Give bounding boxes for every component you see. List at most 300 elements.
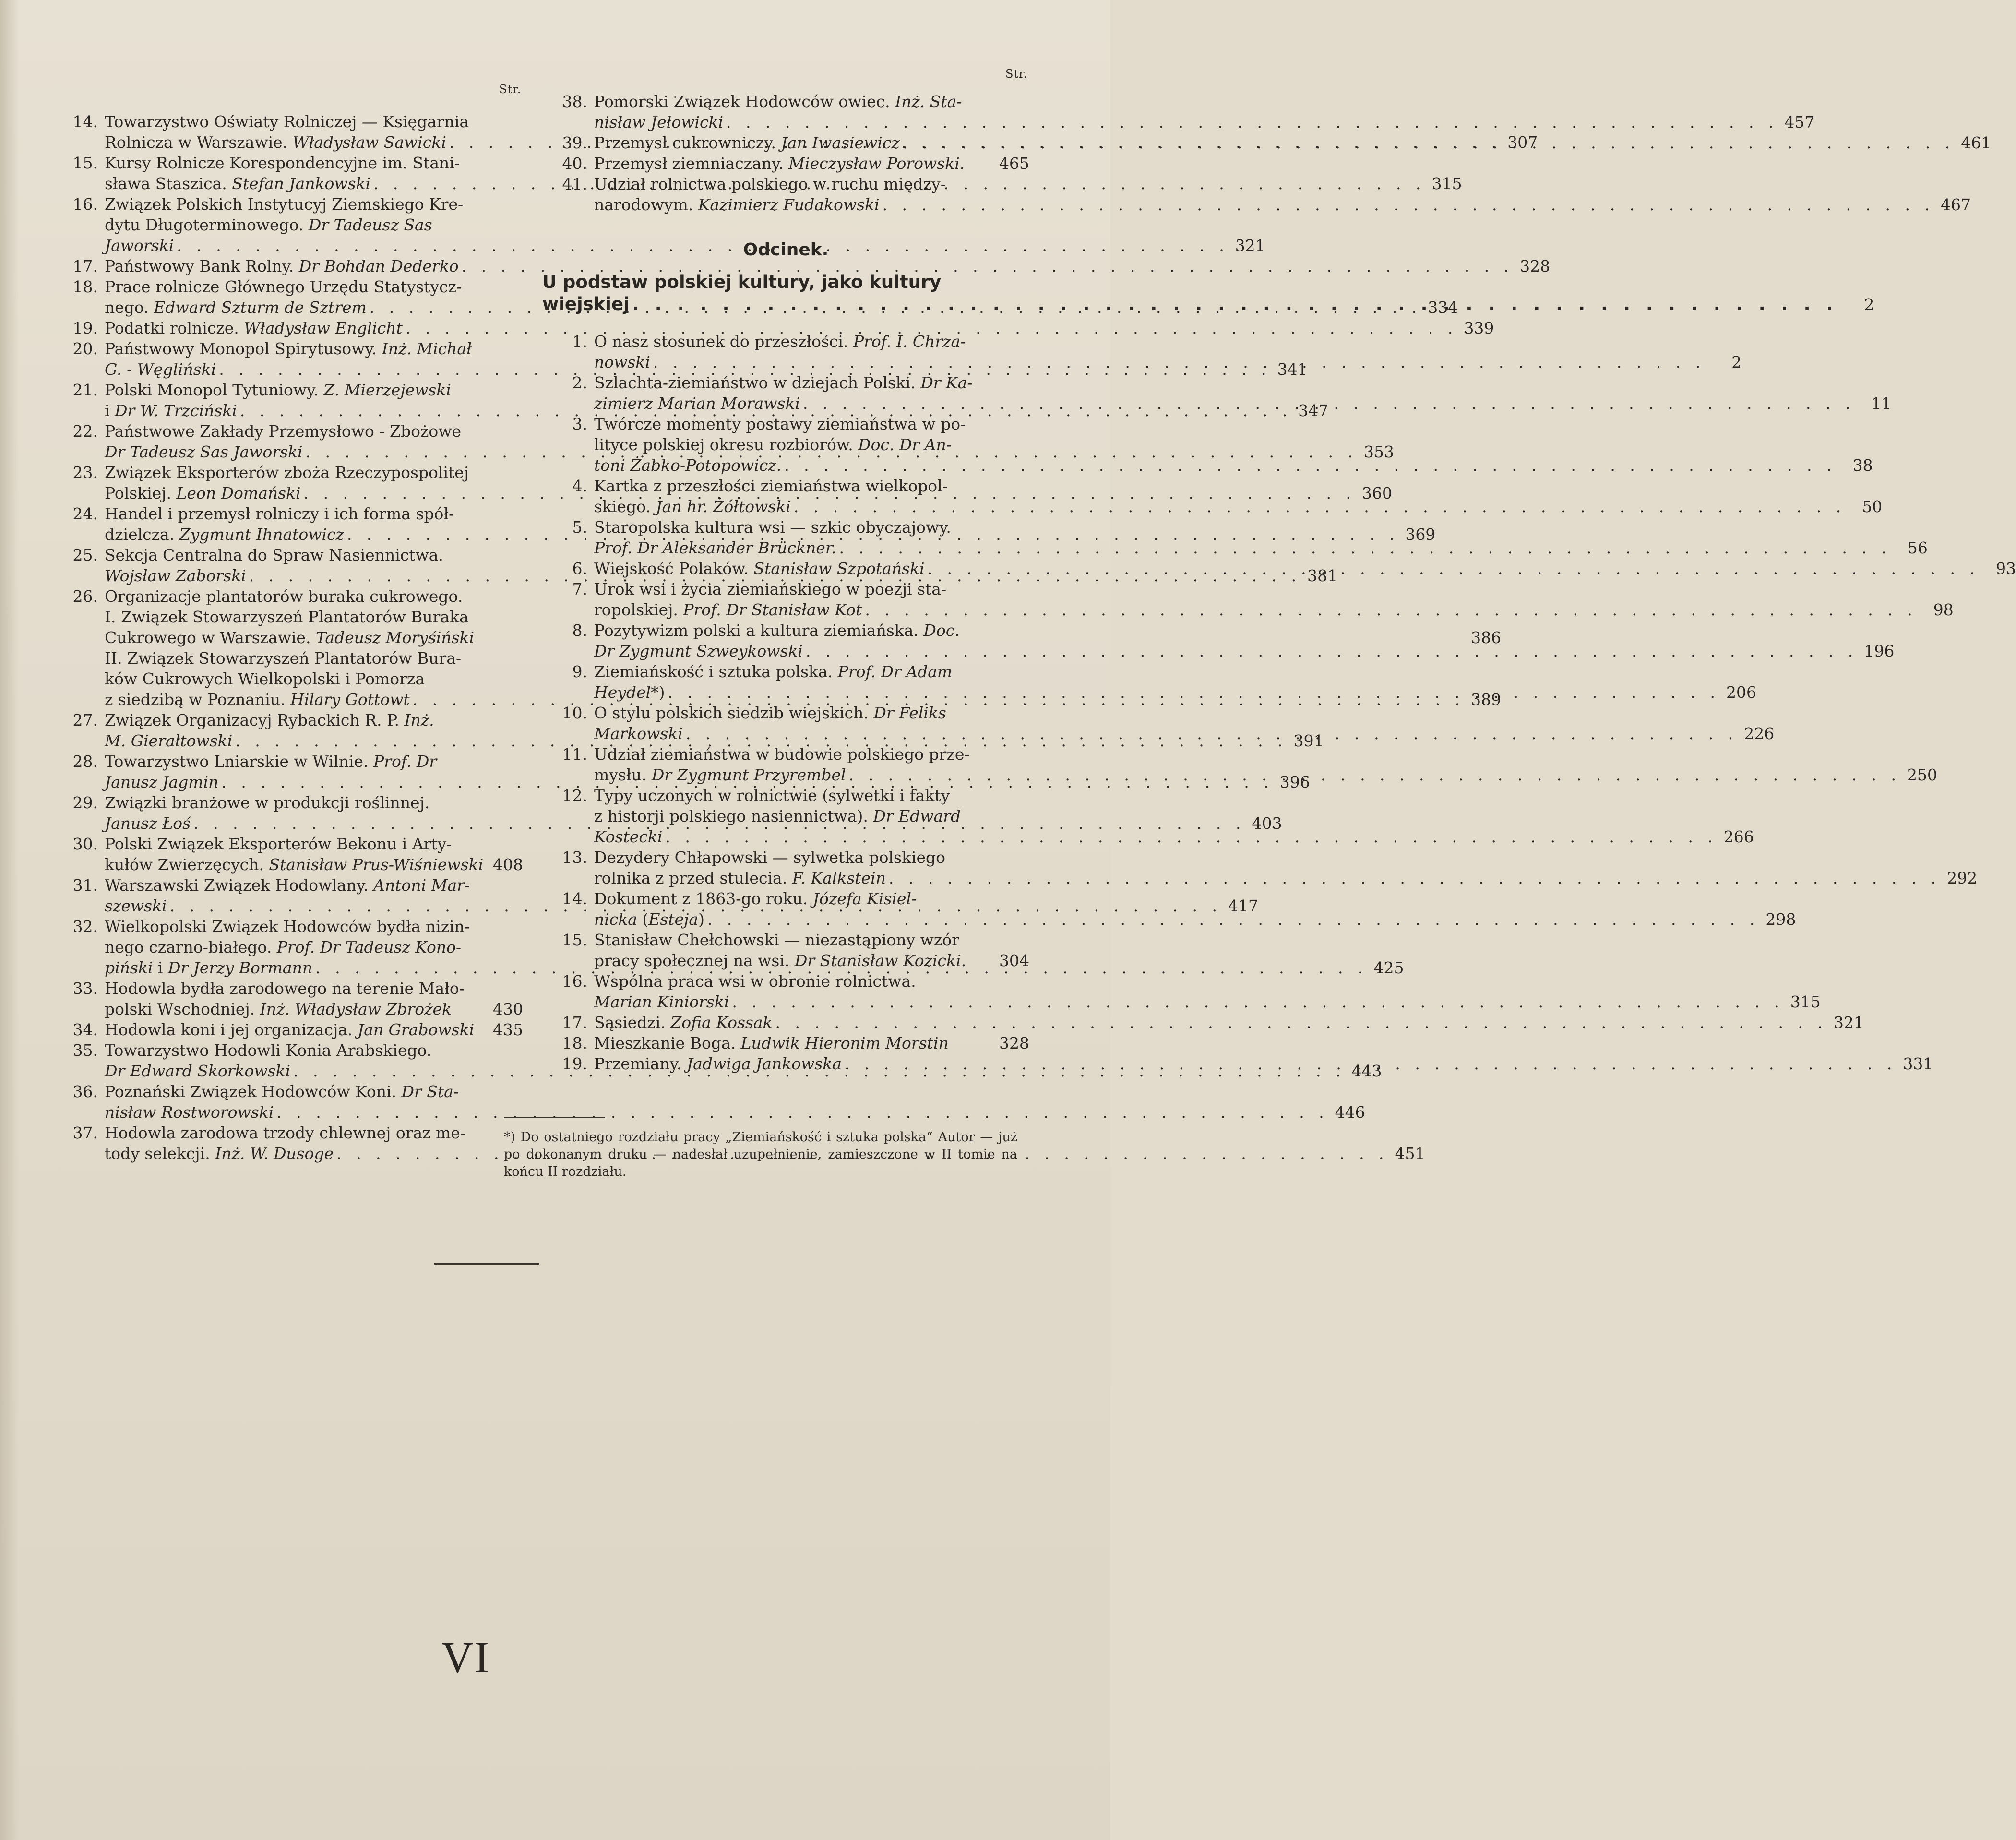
entry-title: dytu Długoterminowego.	[105, 215, 309, 234]
entry-number: 30.	[72, 835, 98, 853]
leader-dots	[665, 826, 1717, 847]
entry-number: 40.	[562, 154, 587, 173]
entry-text	[594, 112, 723, 132]
entry-page-number: 334	[1428, 298, 1458, 317]
entry-number: 15.	[562, 931, 587, 949]
entry-line	[594, 434, 1873, 455]
toc-entry	[542, 930, 1029, 971]
entry-title-tail: )	[698, 910, 704, 929]
entry-title: Towarzystwo Lniarskie w Wilnie.	[105, 752, 374, 771]
entry-text	[594, 703, 946, 723]
entry-title: i	[105, 401, 115, 420]
entry-line	[594, 682, 1756, 703]
entry-text	[105, 400, 237, 421]
entry-author: toni Żabko-Potopowicz.	[594, 456, 782, 475]
entry-author: zimierz Marian Morawski	[594, 394, 800, 413]
entry-page-number: 328	[1520, 257, 1551, 275]
entry-number: 9.	[572, 662, 587, 681]
entry-author: Tadeusz Moryśiński	[315, 628, 475, 647]
entry-text	[105, 483, 301, 503]
entry-title: Pomorski Związek Hodowców owiec.	[594, 92, 895, 111]
entry-author: Leon Domański	[176, 484, 301, 502]
entry-title: Stanisław Chełchowski — niezastąpiony wzór	[594, 931, 959, 949]
entry-page-number: 446	[1335, 1103, 1365, 1122]
entry-text	[594, 971, 916, 992]
entry-author: Doc.	[923, 621, 960, 640]
entry-line	[594, 1053, 1933, 1074]
entry-body	[594, 153, 1029, 174]
entry-body	[594, 476, 1882, 517]
entry-title: ropolskiej.	[594, 600, 683, 619]
entry-title: Przemysł ziemniaczany.	[594, 154, 789, 173]
entry-number: 14.	[562, 889, 587, 908]
entry-author: Dr Sta-	[401, 1082, 459, 1101]
entry-author: Jan Iwasiewicz	[781, 133, 900, 152]
entry-line	[105, 999, 523, 1019]
entry-title: pracy społecznej na wsi.	[594, 951, 795, 970]
entry-page-number: 465	[999, 154, 1029, 173]
leader-dots	[845, 1053, 1897, 1074]
entry-number: 31.	[72, 876, 98, 895]
entry-number: 22.	[72, 422, 98, 441]
leader-dots	[707, 909, 1759, 930]
entry-line	[594, 1012, 1864, 1033]
leader-dots	[794, 496, 1846, 517]
entry-text	[594, 744, 970, 765]
footnote-rule	[504, 1117, 605, 1118]
entry-title: Przemiany.	[594, 1054, 687, 1073]
entry-title: nego czarno-białego.	[105, 938, 277, 956]
entry-author: Inż. Władysław Zbrożek	[260, 1000, 452, 1018]
entry-number: 13.	[562, 848, 587, 867]
entry-body	[594, 744, 1937, 785]
entry-line	[594, 455, 1873, 476]
leader-dots	[839, 538, 1891, 558]
entry-line	[105, 854, 523, 875]
entry-author-extra: Dr Jerzy Bormann	[167, 958, 313, 977]
entry-text	[105, 792, 429, 813]
toc-entry	[542, 153, 1029, 174]
entry-author: Zygmunt Ihnatowicz	[179, 525, 344, 544]
entry-number: 16.	[72, 195, 98, 214]
entry-number: 20.	[72, 339, 98, 358]
entry-text	[594, 1012, 773, 1033]
entry-title: nego.	[105, 298, 154, 317]
toc-entry	[53, 1019, 523, 1040]
page-shadow	[0, 0, 19, 1840]
entry-body	[594, 132, 1991, 153]
entry-author: Inż. W. Dusoge	[215, 1144, 334, 1163]
entry-line	[594, 91, 1814, 112]
toc-entry	[542, 847, 1978, 888]
entry-text	[105, 937, 461, 957]
entry-title: polski Wschodniej.	[105, 1000, 260, 1018]
entry-line	[594, 847, 1977, 868]
entry-text	[105, 380, 451, 400]
entry-page-number: 226	[1744, 724, 1775, 743]
entry-title: Udział ziemiaństwa w budowie polskiego prze-	[594, 745, 970, 764]
entry-page-number: 38	[1852, 456, 1873, 475]
entry-number: 34.	[72, 1020, 98, 1039]
entry-body	[594, 1012, 1864, 1033]
entry-text	[594, 785, 950, 806]
entry-author: Ludwik Hieronim Morstin	[740, 1034, 949, 1052]
entry-body	[594, 579, 1954, 620]
entry-text	[105, 689, 410, 710]
entry-title: Dokument z 1863-go roku.	[594, 889, 813, 908]
entry-text	[594, 331, 966, 352]
entry-page-number: 381	[1307, 566, 1338, 585]
entry-page-number: 353	[1363, 442, 1394, 461]
entry-page-number: 50	[1862, 497, 1883, 516]
entry-author: Dr Tadeusz Sas	[308, 215, 432, 234]
entry-page-number: 93	[1995, 559, 2016, 578]
leader-dots	[726, 112, 1778, 132]
entry-text	[105, 834, 452, 854]
entry-number: 21.	[72, 381, 98, 399]
leader-dots	[889, 868, 1941, 888]
entry-line	[594, 765, 1937, 785]
section-title-text-1: U podstaw polskiej kultury, jako kultury	[542, 272, 942, 292]
entry-text	[105, 132, 446, 153]
entry-line	[594, 112, 1814, 132]
entry-line	[594, 558, 2016, 579]
entry-author: Dr Zygmunt Szweykowski	[594, 642, 803, 660]
entry-number: 11.	[562, 745, 587, 764]
entry-text	[105, 297, 367, 318]
entry-body	[594, 1053, 1933, 1074]
entry-line	[594, 579, 1954, 599]
entry-title: O stylu polskich siedzib wiejskich.	[594, 704, 874, 722]
entry-title: Państwowy Monopol Spirytusowy.	[105, 339, 382, 358]
entry-title: Urok wsi i życia ziemiańskiego w poezji sta-	[594, 580, 947, 598]
entry-line	[594, 599, 1954, 620]
entry-line	[594, 888, 1796, 909]
entry-body	[594, 888, 1796, 930]
entry-text	[105, 1040, 431, 1061]
entry-text	[105, 586, 463, 607]
entry-text	[594, 174, 946, 194]
entry-body	[594, 661, 1756, 703]
entry-page-number: 56	[1907, 538, 1928, 557]
entry-page-number: 457	[1784, 113, 1815, 131]
entry-page-number: 425	[1373, 958, 1404, 977]
entry-page-number: 196	[1864, 642, 1895, 660]
entry-text	[594, 1053, 842, 1074]
entry-line	[594, 331, 1742, 352]
entry-number: 27.	[72, 711, 98, 729]
entry-page-number: 435	[493, 1020, 523, 1039]
entry-body	[594, 517, 1928, 558]
leader-dots	[849, 765, 1901, 785]
entry-text	[105, 751, 437, 772]
toc-entry	[53, 978, 523, 1019]
entry-title: Hodowla zarodowa trzody chlewnej oraz me-	[105, 1123, 465, 1142]
entry-text	[594, 868, 886, 888]
entry-text	[594, 132, 900, 153]
entry-author: Zofia Kossak	[670, 1013, 773, 1032]
entry-body	[105, 834, 523, 875]
entry-number: 1.	[572, 332, 587, 351]
entry-text	[105, 1143, 334, 1164]
entry-title: Sąsiedzi.	[594, 1013, 671, 1032]
entry-author: F. Kalkstein	[792, 869, 886, 887]
entry-title: Warszawski Związek Hodowlany.	[105, 876, 374, 895]
entry-title: z siedzibą w Poznaniu.	[105, 690, 291, 709]
entry-title: Ziemiańskość i sztuka polska.	[594, 662, 838, 681]
entry-title: II. Związek Stowarzyszeń Plantatorów Bura-	[105, 649, 462, 668]
entry-line	[594, 538, 1928, 558]
entry-line	[594, 372, 1891, 393]
entry-title: Prace rolnicze Głównego Urzędu Statystycz-	[105, 277, 462, 296]
leader-dots	[653, 352, 1705, 372]
entry-author: Dr Bohdan Dederko	[298, 257, 459, 275]
entry-number: 24.	[72, 504, 98, 523]
entry-title: Towarzystwo Oświaty Rolniczej — Księgarnia	[105, 112, 469, 131]
leader-dots	[276, 1102, 1328, 1123]
entry-text	[105, 565, 246, 586]
entry-author: Władysław Englicht	[244, 319, 403, 337]
entry-author: Markowski	[594, 724, 683, 743]
entry-title: Towarzystwo Hodowli Konia Arabskiego.	[105, 1041, 432, 1060]
entry-title: O nasz stosunek do przeszłości.	[594, 332, 853, 351]
entry-line	[594, 785, 1754, 806]
toc-entry	[53, 318, 1494, 338]
entry-line	[594, 393, 1891, 414]
entry-title: Kartka z przeszłości ziemiaństwa wielkopol-	[594, 477, 948, 495]
entry-line	[594, 806, 1754, 826]
entry-author: Janusz Jagmin	[105, 773, 219, 791]
entry-text	[105, 153, 460, 173]
entry-title: sława Staszica.	[105, 174, 232, 193]
entry-title: ków Cukrowych Wielkopolski i Pomorza	[105, 669, 425, 688]
entry-author: nowski	[594, 353, 650, 371]
entry-text	[105, 648, 461, 669]
entry-page-number: 347	[1298, 401, 1329, 420]
entry-text	[594, 826, 662, 847]
entry-text	[594, 414, 966, 434]
entry-line	[594, 517, 1928, 538]
entry-title: Wiejskość Polaków.	[594, 559, 754, 578]
leader-dots	[928, 558, 1980, 579]
entry-title-extra: (	[637, 910, 649, 929]
entry-body	[594, 174, 1971, 215]
str-label-right: Str.	[1005, 67, 1028, 81]
entry-author: Janusz Łoś	[105, 814, 191, 833]
entry-number: 3.	[572, 415, 587, 433]
entry-text	[105, 545, 443, 565]
section-title-line-1	[542, 271, 1029, 293]
entry-text	[105, 276, 462, 297]
entry-title: Sekcja Centralna do Spraw Nasiennictwa.	[105, 546, 443, 564]
entry-title-extra: *)	[651, 683, 665, 702]
entry-author: Z. Mierzejewski	[323, 381, 451, 399]
entry-number: 33.	[72, 979, 98, 998]
entry-title: Polski Związek Eksporterów Bekonu i Arty-	[105, 835, 452, 853]
entry-page-number: 321	[1833, 1013, 1864, 1032]
entry-number: 2.	[572, 373, 587, 392]
entry-text	[105, 215, 432, 235]
entry-number: 10.	[562, 704, 587, 722]
entry-text	[105, 730, 232, 751]
entry-author: Wojsław Zaborski	[105, 566, 246, 585]
entry-text	[105, 256, 459, 276]
entry-author: Jan Grabowski	[357, 1020, 475, 1039]
toc-entry	[542, 1012, 1864, 1033]
entry-number: 37.	[72, 1123, 98, 1142]
entry-author: Inż. Sta-	[895, 92, 962, 111]
entry-title: Pozytywizm polski a kultura ziemiańska.	[594, 621, 924, 640]
entry-text	[105, 627, 474, 648]
entry-number: 4.	[572, 477, 587, 495]
entry-body	[594, 1033, 1029, 1053]
entry-line	[105, 1019, 523, 1040]
entry-text	[594, 661, 952, 682]
entry-line	[105, 834, 523, 854]
entry-number: 38.	[562, 92, 587, 111]
section-title-text-2: wiejskiej	[542, 294, 630, 314]
entry-text	[105, 359, 216, 380]
entry-author: Stanisław Szpotański	[753, 559, 925, 578]
entry-title: Dezydery Chłapowski — sylwetka polskiego	[594, 848, 946, 867]
entry-line	[594, 414, 1873, 434]
entry-title: Państwowe Zakłady Przemysłowo - Zbożowe	[105, 422, 461, 441]
entry-page-number: 250	[1907, 765, 1938, 784]
entry-line	[594, 723, 1774, 744]
leader-dots	[883, 194, 1934, 215]
entry-line	[594, 930, 1029, 950]
entry-line	[594, 641, 1894, 661]
entry-number: 12.	[562, 786, 587, 805]
entry-page-number: 389	[1471, 690, 1502, 709]
leader-dots	[806, 641, 1858, 661]
leader-dots	[784, 455, 1836, 476]
entry-page-number: 430	[493, 1000, 523, 1018]
entry-text	[105, 318, 403, 338]
entry-text	[594, 517, 951, 538]
entry-text	[594, 372, 973, 393]
entry-author: nisław Jełowicki	[594, 113, 724, 131]
entry-text	[105, 978, 465, 999]
entry-page-number: 408	[493, 855, 523, 874]
entry-text	[594, 476, 948, 496]
entry-text	[594, 930, 959, 950]
entry-text	[105, 710, 434, 730]
entry-line	[594, 476, 1882, 496]
entry-title-extra: i	[153, 958, 168, 977]
entry-line	[105, 1081, 1365, 1102]
entry-number: 39.	[562, 133, 587, 152]
entry-page-number: 386	[1471, 628, 1502, 647]
entry-title: Wspólna praca wsi w obronie rolnictwa.	[594, 972, 916, 991]
entry-text	[594, 91, 962, 112]
entry-line	[594, 992, 1821, 1012]
entry-line	[594, 868, 1977, 888]
entry-author: Dr Edward	[873, 807, 961, 825]
entry-author: szewski	[105, 896, 167, 915]
entry-text	[105, 896, 167, 916]
entry-text	[105, 1061, 290, 1081]
entry-line	[594, 826, 1754, 847]
entry-text	[594, 847, 945, 868]
entry-number: 17.	[72, 257, 98, 275]
entry-text	[105, 772, 218, 792]
leader-dots	[732, 992, 1784, 1012]
entry-number: 19.	[72, 319, 98, 337]
entry-author: Prof. Dr Tadeusz Kono-	[276, 938, 462, 956]
entry-text	[594, 434, 952, 455]
entry-number: 5.	[572, 518, 587, 537]
entry-text	[105, 173, 370, 194]
entry-page-number: 391	[1293, 731, 1324, 750]
entry-title: I. Związek Stowarzyszeń Plantatorów Buraka	[105, 608, 469, 626]
entry-body	[594, 930, 1029, 971]
entry-number: 6.	[572, 559, 587, 578]
entry-author: M. Gierałtowski	[105, 731, 233, 750]
entry-title: Cukrowego w Warszawie.	[105, 628, 316, 647]
entry-author: Dr Edward Skorkowski	[105, 1062, 291, 1080]
toc-entry	[542, 971, 1821, 1012]
entry-title: Polskiej.	[105, 484, 177, 502]
entry-text	[105, 1081, 459, 1102]
entry-author: Mieczysław Porowski.	[788, 154, 965, 173]
entry-number: 18.	[562, 1034, 587, 1052]
entry-text	[105, 462, 469, 483]
entry-author: Jan hr. Żółtowski	[656, 497, 791, 516]
entry-number: 8.	[572, 621, 587, 640]
entry-page-number: 451	[1395, 1144, 1425, 1163]
entry-text	[594, 194, 880, 215]
entry-title: rolnika z przed stulecia.	[594, 869, 792, 887]
entry-author: Dr Stanisław Kozicki.	[794, 951, 966, 970]
entry-title: Związek Organizacyj Rybackich R. P.	[105, 711, 405, 729]
entry-text	[105, 524, 344, 545]
entry-text	[105, 442, 303, 462]
entry-number: 25.	[72, 546, 98, 564]
entry-line	[105, 978, 523, 999]
entry-title: Hodowla bydła zarodowego na terenie Mało-	[105, 979, 465, 998]
entry-body	[594, 414, 1873, 476]
entry-author: Kazimierz Fudakowski	[698, 195, 880, 214]
entry-text	[594, 723, 683, 744]
entry-author: Jaworski	[105, 236, 174, 255]
entry-number: 26.	[72, 587, 98, 606]
entry-text	[594, 641, 803, 661]
entry-author: Jadwiga Jankowska	[686, 1054, 842, 1073]
entry-number: 19.	[562, 1054, 587, 1073]
entry-text	[105, 503, 454, 524]
toc-entry	[53, 256, 1551, 276]
entry-body	[105, 1019, 523, 1040]
entry-number: 28.	[72, 752, 98, 771]
entry-title: Hodowla koni i jej organizacja.	[105, 1020, 358, 1039]
entry-author-extra: Esteja	[648, 910, 699, 929]
entry-title: narodowym.	[594, 195, 698, 214]
entry-text	[594, 888, 917, 909]
page-number: VI	[441, 1633, 490, 1682]
entry-author: Marian Kiniorski	[594, 992, 729, 1011]
entry-body	[594, 91, 1814, 132]
entry-number: 17.	[562, 1013, 587, 1032]
entry-body	[594, 331, 1742, 372]
entry-page-number: 298	[1765, 910, 1796, 929]
leader-dots	[668, 682, 1720, 703]
entry-page-number: 315	[1790, 992, 1821, 1011]
entry-line	[594, 153, 1029, 174]
entry-page-number: 443	[1351, 1062, 1382, 1080]
entry-author: Władysław Sawicki	[292, 133, 446, 152]
entry-page-number: 328	[999, 1034, 1029, 1052]
